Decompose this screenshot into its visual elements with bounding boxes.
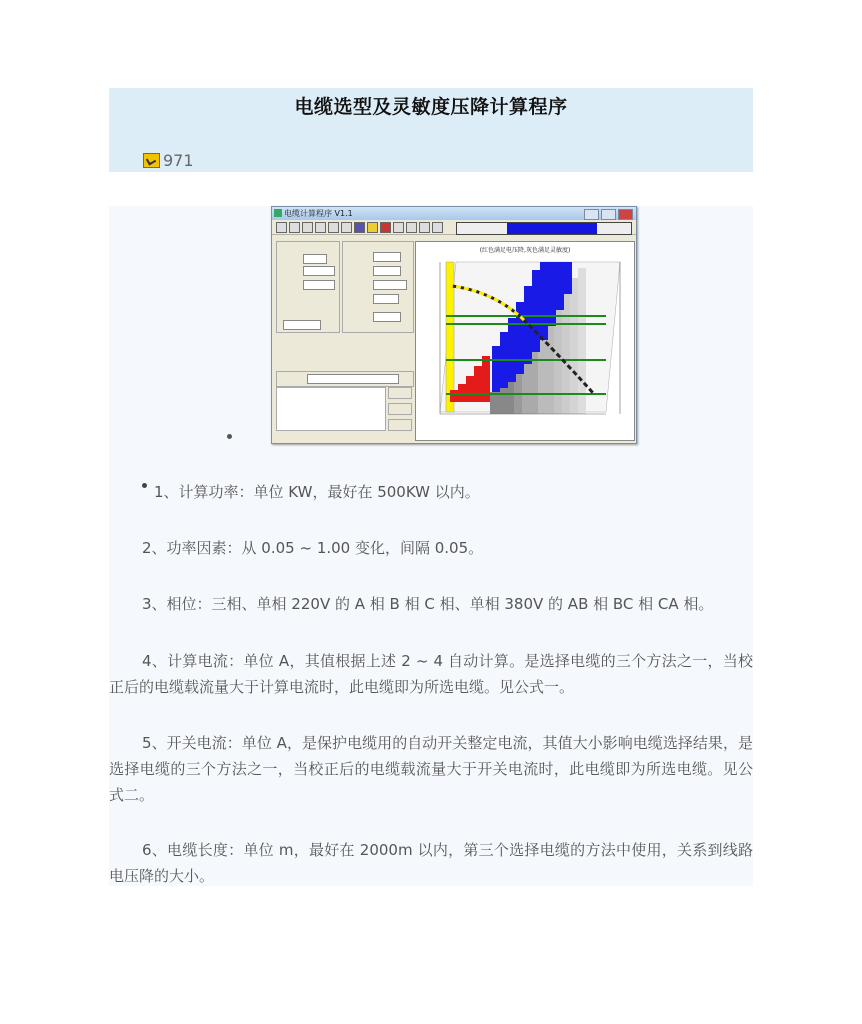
input-field xyxy=(373,294,399,304)
input-field xyxy=(283,320,321,330)
toolbar-icon xyxy=(380,222,391,233)
app-button xyxy=(388,419,412,431)
status-right xyxy=(597,223,631,234)
list-bullet xyxy=(142,483,147,488)
toolbar-icon xyxy=(354,222,365,233)
toolbar-icon xyxy=(419,222,430,233)
article-header xyxy=(109,88,753,172)
app-button xyxy=(388,387,412,399)
maximize-icon xyxy=(601,209,616,220)
toolbar-icon xyxy=(289,222,300,233)
toolbar-icon xyxy=(406,222,417,233)
item-4-text: 4、计算电流：单位 A，其值根据上述 2 ~ 4 自动计算。是选择电缆的三个方法之一，当校正后的电缆载流量大于计算电流时，此电缆即为所选电缆。见公式一。 xyxy=(109,652,753,696)
input-field xyxy=(303,280,335,290)
item-2: 2、功率因素：从 0.05 ~ 1.00 变化，间隔 0.05。 xyxy=(142,539,484,557)
window-title: 电缆计算程序 V1.1 xyxy=(284,209,353,218)
page-title: 电缆选型及灵敏度压降计算程序 xyxy=(294,96,568,118)
status-left xyxy=(457,223,507,234)
toolbar-icon xyxy=(367,222,378,233)
item-3: 3、相位：三相、单相 220V 的 A 相 B 相 C 相、单相 380V 的 AB 相 BC 相 CA 相。 xyxy=(142,595,714,613)
window-controls xyxy=(584,209,633,220)
input-field xyxy=(373,266,401,276)
item-6 xyxy=(109,837,753,889)
chart-yellow-axis xyxy=(446,262,454,412)
input-field xyxy=(373,312,401,322)
views-count: 971 xyxy=(163,151,194,170)
window-titlebar xyxy=(272,207,636,220)
item-1: 1、计算功率：单位 KW，最好在 500KW 以内。 xyxy=(154,483,480,501)
item-5-text: 5、开关电流：单位 A，是保护电缆用的自动开关整定电流，其值大小影响电缆选择结果，是选择电缆的三个方法之一，当校正后的电缆载流量大于开关电流时，此电缆即为所选电缆。见公式二。 xyxy=(109,734,753,804)
embedded-screenshot xyxy=(271,206,637,444)
close-icon xyxy=(618,209,633,220)
item-4 xyxy=(109,648,753,700)
result-box xyxy=(276,387,386,431)
cable-dropdown xyxy=(307,374,399,384)
toolbar-icon xyxy=(328,222,339,233)
toolbar-icon xyxy=(276,222,287,233)
app-icon xyxy=(274,209,282,217)
list-bullet xyxy=(227,434,232,439)
item-5 xyxy=(109,730,753,808)
chart-caption: (红色满足电压降,灰色满足灵敏度) xyxy=(479,247,571,254)
views-counter xyxy=(143,151,194,170)
input-field xyxy=(373,252,401,262)
screenshot-chart xyxy=(415,241,635,441)
minimize-icon xyxy=(584,209,599,220)
app-button xyxy=(388,403,412,415)
input-field xyxy=(373,280,407,290)
cable-select xyxy=(276,371,414,387)
toolbar-icon xyxy=(432,222,443,233)
line-panel xyxy=(342,241,414,333)
document-icon xyxy=(143,153,160,168)
input-field xyxy=(303,254,327,264)
status-bar xyxy=(456,222,632,235)
toolbar-icon xyxy=(341,222,352,233)
input-field xyxy=(303,266,335,276)
item-6-text: 6、电缆长度：单位 m，最好在 2000m 以内，第三个选择电缆的方法中使用，关系到线路电压降的大小。 xyxy=(109,841,753,885)
toolbar-icon xyxy=(315,222,326,233)
toolbar-icon xyxy=(393,222,404,233)
input-panel xyxy=(276,241,340,333)
toolbar-icon xyxy=(302,222,313,233)
